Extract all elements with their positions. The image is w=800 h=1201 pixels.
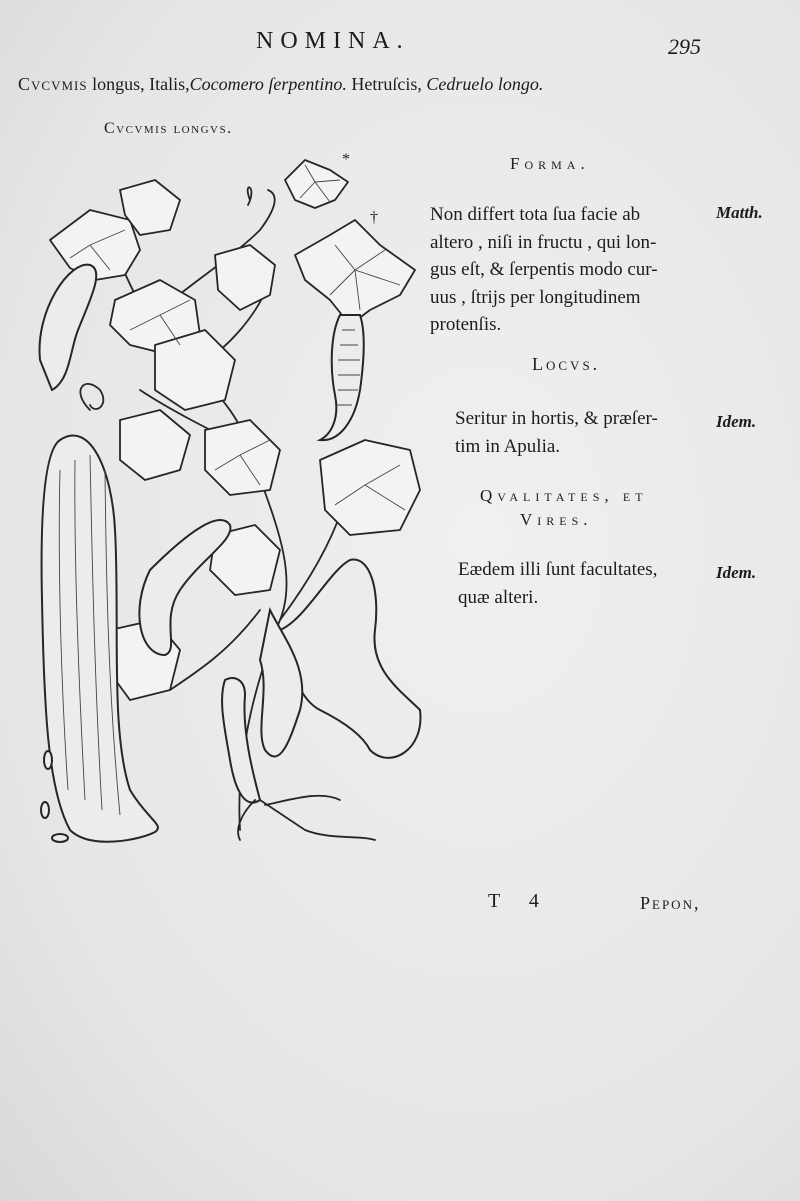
catchword: Pepon, [640, 893, 701, 913]
forma-text [430, 201, 658, 339]
vires-line: Eædem illi ſunt facultates, [458, 559, 658, 580]
locus-heading: Locvs. [532, 354, 601, 374]
etruscan-prefix: Hetruſcis, [346, 74, 422, 94]
margin-note-matth: Matth. [716, 203, 763, 222]
forma-line: Non differt tota ſua facie ab [430, 204, 641, 225]
latin-name: Cvcvmis [18, 74, 88, 94]
nomina-line [18, 74, 543, 95]
figure-caption: Cvcvmis longvs. [104, 120, 233, 137]
forma-line: uus , ſtrijs per longitudinem [430, 286, 641, 308]
forma-heading: Forma. [510, 154, 590, 173]
flower-mark-asterisk: * [342, 151, 350, 168]
qualitates-heading: Qvalitates, et [480, 486, 648, 505]
latin-name-rest: longus, Italis, [87, 74, 190, 94]
locus-text [455, 405, 658, 460]
forma-line: gus eſt, & ſerpentis modo cur- [430, 259, 658, 280]
forma-line: altero , niſi in fructu , qui lon- [430, 231, 657, 253]
signature-mark: T 4 [488, 890, 551, 912]
cucumber-plant-woodcut [30, 150, 430, 860]
vires-text [458, 556, 657, 611]
locus-line: Seritur in hortis, & præſer- [455, 408, 658, 429]
large-leaf [320, 440, 420, 535]
running-head: NOMINA. [256, 28, 410, 54]
margin-note-idem: Idem. [716, 412, 757, 431]
vires-heading: Vires. [520, 510, 593, 529]
etruscan-name: Cedruelo longo. [426, 74, 544, 94]
flower-mark-dagger: † [370, 209, 378, 226]
curved-fruit [320, 315, 364, 440]
italian-name: Cocomero ſerpentino. [189, 74, 347, 94]
margin-note-idem: Idem. [716, 563, 757, 582]
locus-line: tim in Apulia. [455, 435, 561, 457]
page-number: 295 [668, 34, 701, 59]
forma-line: protenſis. [430, 314, 502, 335]
vires-line: quæ alteri. [458, 586, 539, 608]
serpent-fruit [40, 265, 97, 390]
